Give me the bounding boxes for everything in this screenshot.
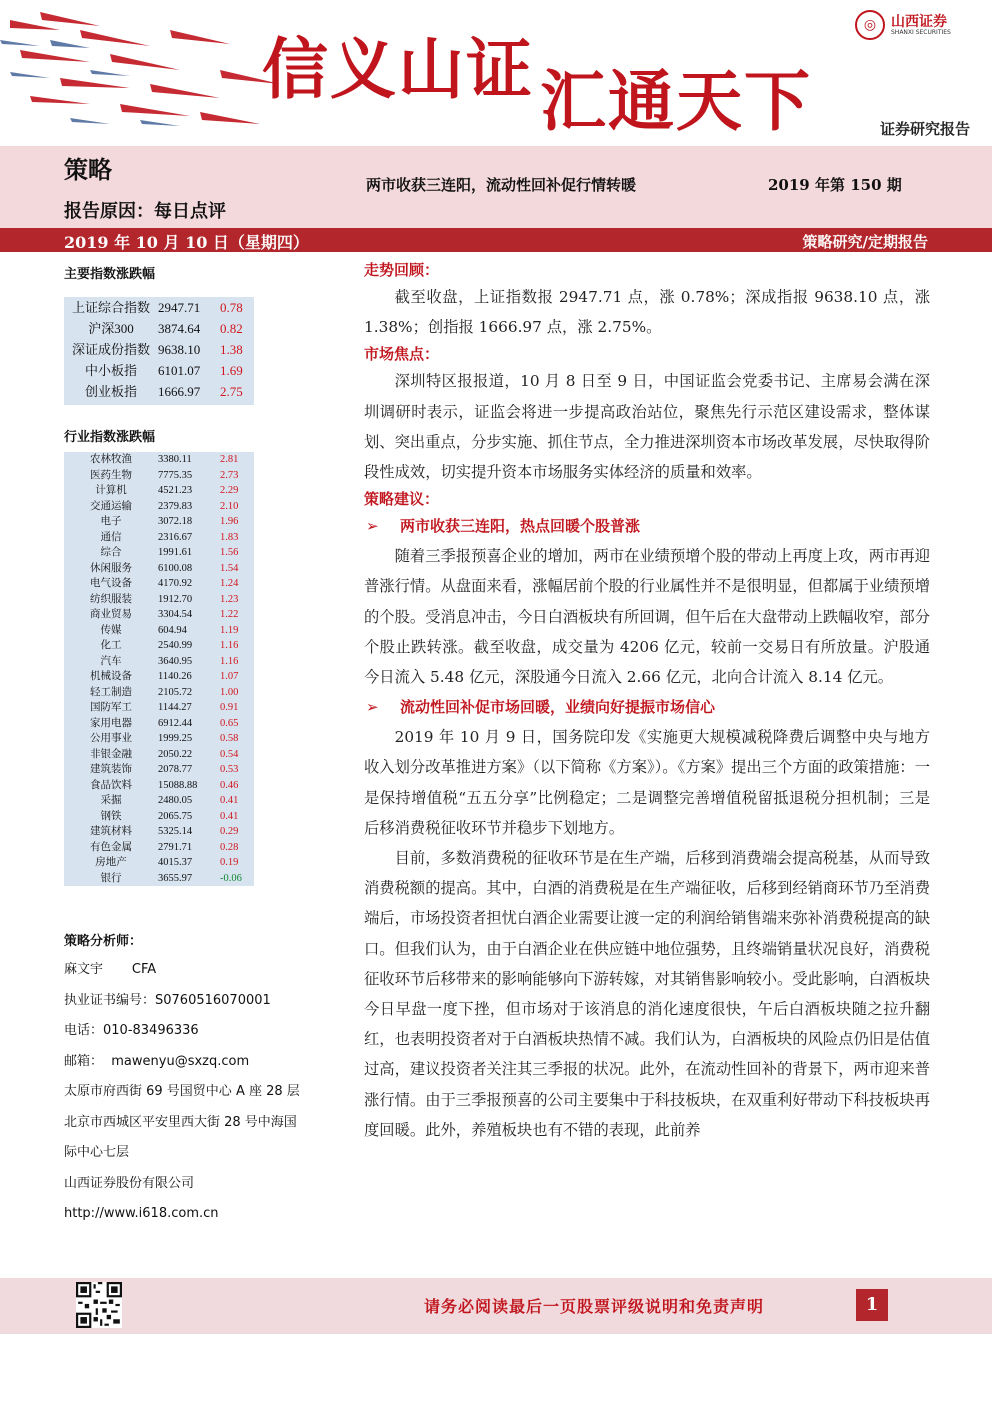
subsection-1-heading: [364, 511, 930, 541]
row-name: 综合: [100, 547, 122, 558]
table-row: [64, 685, 254, 701]
row-change: 1.22: [220, 609, 239, 620]
decorative-arrows-graphic: [0, 0, 300, 140]
disclaimer-notice: 请务必阅读最后一页股票评级说明和免责声明: [424, 1297, 765, 1316]
analyst-license: 执业证书编号：S0760516070001: [64, 992, 271, 1008]
row-change: 2.10: [220, 500, 239, 512]
table-row: [64, 824, 254, 840]
table-row: [64, 871, 254, 887]
row-name: 电气设备: [90, 578, 132, 589]
row-value: 4521.23: [158, 485, 193, 496]
row-value: 2540.99: [158, 640, 193, 651]
row-name: 电子: [100, 516, 122, 527]
slogan-part2: 汇通天下: [540, 62, 812, 140]
table-row: [64, 576, 254, 592]
row-value: 7775.35: [158, 469, 193, 481]
row-change: 1.07: [220, 671, 239, 682]
row-change: 0.65: [220, 717, 239, 729]
report-kind: 策略研究/定期报告: [802, 233, 928, 251]
row-value: 1140.26: [158, 671, 192, 682]
row-name: 传媒: [100, 624, 122, 636]
row-value: 6101.07: [158, 363, 201, 378]
logo-mark-icon: ◎: [855, 10, 885, 40]
table-row: [64, 716, 254, 732]
row-name: 公用事业: [90, 733, 132, 744]
row-change: 1.24: [220, 578, 239, 589]
row-change: 0.41: [220, 795, 239, 806]
table-row: [64, 778, 254, 794]
subsection-2-paragraph-1: 2019 年 10 月 9 日，国务院印发《实施更大规模减税降费后调整中央与地方收入划分改革推进方案》（以下简称《方案》）。《方案》提出三个方面的政策措施：一是保持增值税“五五分享”比例稳定；二是调整完善增值税留抵退税分担机制；三是后移消费税征收环节并稳步下划地方。: [364, 728, 930, 837]
section-trend-review-title: 走势回顾：: [364, 261, 440, 279]
row-change: 0.91: [220, 702, 239, 713]
row-name: 国防军工: [90, 702, 132, 713]
row-change: 0.54: [220, 748, 239, 760]
row-name: 非银金融: [90, 748, 132, 760]
table-row: [64, 499, 254, 515]
company-website-link[interactable]: http://www.i618.com.cn: [64, 1206, 219, 1221]
arrow-bullet-icon: ➢: [366, 517, 379, 536]
row-value: 3072.18: [158, 516, 193, 527]
row-name: 建筑材料: [90, 826, 132, 837]
row-name: 计算机: [95, 485, 127, 496]
section-strategy-title: 策略建议：: [364, 490, 440, 509]
row-name: 休闲服务: [90, 562, 132, 574]
analyst-info: [64, 930, 300, 1236]
row-change: 1.23: [220, 593, 239, 605]
row-value: 3655.97: [158, 872, 193, 884]
row-name: 有色金属: [90, 841, 132, 853]
row-value: 4170.92: [158, 578, 193, 589]
row-change: 1.69: [220, 363, 243, 378]
row-change: 1.54: [220, 562, 239, 574]
table-row: [64, 793, 254, 809]
row-value: 1991.61: [158, 547, 193, 558]
row-value: 9638.10: [158, 342, 201, 357]
subsection-2-paragraph-2: 目前，多数消费税的征收环节是在生产端，后移到消费端会提高税基，从而导致消费税额的提高。其中，白酒的消费税是在生产端征收，后移到经销商环节乃至消费端后，市场投资者担忧白酒企业需要让渡一定的利润给销售端来弥补消费税提高的缺口。但我们认为，由于白酒企业在供应链中地位强势，且终端销量状况良好，消费税征收环节后移带来的影响能够向下游转嫁，对其销售影响较小。受此影响，白酒板块今日早盘一度下挫，但市场对于该消息的消化速度很快，午后白酒板块随之拉升翻红，也表明投资者对于白酒板块热情不减。我们认为，白酒板块的风险点仍旧是估值过高，建议投资者关注其三季报的状况。此外，在流动性回补的背景下，两市迎来普涨行情。由于三季报预喜的公司主要集中于科技板块，在双重利好带动下科技板块再度回暖。此外，养殖板块也有不错的表现，此前养: [364, 849, 930, 1139]
row-name: 交通运输: [90, 500, 132, 512]
row-name: 家用电器: [90, 717, 132, 729]
row-value: 6100.08: [158, 562, 193, 574]
table-row: [64, 561, 254, 577]
row-change: 1.38: [220, 342, 243, 357]
logo-chinese-name: 山西证券: [891, 13, 947, 30]
row-name: 农林牧渔: [90, 454, 132, 465]
row-change: 1.00: [220, 686, 239, 698]
table-row: [64, 855, 254, 871]
row-change: 0.53: [220, 764, 239, 775]
table-row: [64, 468, 254, 484]
subsection-2-heading: [364, 692, 930, 722]
row-value: 15088.88: [158, 779, 198, 791]
section-market-focus-title: 市场焦点：: [364, 345, 440, 364]
table-row: [64, 483, 254, 499]
row-change: 1.96: [220, 516, 239, 527]
row-name: 医药生物: [90, 469, 132, 481]
row-name: 沪深300: [88, 321, 134, 336]
table-row: [64, 530, 254, 546]
row-name: 机械设备: [90, 671, 132, 682]
page-number: 1: [856, 1289, 888, 1321]
row-name: 中小板指: [84, 363, 137, 378]
row-value: 604.94: [158, 624, 187, 636]
index-table: [64, 297, 254, 405]
row-change: 2.75: [220, 384, 243, 399]
table-row: [64, 623, 254, 639]
row-change: 2.81: [220, 454, 239, 465]
row-change: 2.73: [220, 469, 239, 481]
row-change: 0.46: [220, 779, 239, 791]
row-value: 2791.71: [158, 841, 193, 853]
row-value: 5325.14: [158, 826, 193, 837]
table-row: [64, 381, 254, 402]
table-row: [64, 654, 254, 670]
row-change: 0.28: [220, 841, 239, 853]
row-value: 2065.75: [158, 810, 193, 822]
table-row: [64, 514, 254, 530]
address-beijing-line1: 北京市西城区平安里西大街 28 号中海国: [64, 1114, 297, 1130]
row-change: 0.78: [220, 300, 243, 315]
arrow-bullet-icon: ➢: [366, 698, 379, 717]
analyst-title: 策略分析师：: [64, 934, 143, 949]
analyst-name: 麻文宇 CFA: [64, 962, 157, 977]
row-value: 3304.54: [158, 609, 193, 620]
row-value: 2105.72: [158, 686, 193, 698]
table-row: [64, 607, 254, 623]
row-name: 创业板指: [84, 384, 137, 399]
row-value: 2078.77: [158, 764, 193, 775]
slogan-part1: 信义山证: [262, 30, 534, 108]
qr-code-icon: [76, 1282, 122, 1328]
company-name: 山西证券股份有限公司: [64, 1175, 195, 1191]
row-change: 1.19: [220, 624, 239, 636]
row-name: 商业贸易: [90, 609, 132, 620]
row-change: 0.19: [220, 857, 239, 868]
row-change: -0.06: [220, 872, 242, 884]
table-row: [64, 339, 254, 360]
table-row: [64, 297, 254, 318]
row-value: 1912.70: [158, 593, 193, 605]
main-content: [364, 258, 930, 1145]
table-row: [64, 592, 254, 608]
row-change: 1.16: [220, 655, 239, 667]
row-value: 2316.67: [158, 531, 193, 543]
address-beijing-line2: 际中心七层: [64, 1145, 130, 1160]
row-value: 2050.22: [158, 748, 193, 760]
subsection-2-title: 流动性回补促市场回暖，业绩向好提振市场信心: [400, 698, 716, 717]
table-row: [64, 700, 254, 716]
table-row: [64, 638, 254, 654]
row-name: 纺织服装: [90, 593, 132, 605]
section-market-focus-paragraph: 深圳特区报报道，10 月 8 日至 9 日，中国证监会党委书记、主席易会满在深圳调研时表示，证监会将进一步提高政治站位，聚焦先行示范区建设需求，整体谋划、突出重点，分步实施、抓住节点，全力推进深圳资本市场改革发展，尽快取得阶段性成效，切实提升资本市场服务实体经济的质量和效率。: [364, 372, 930, 482]
table-row: [64, 840, 254, 856]
row-change: 1.83: [220, 531, 239, 543]
table-row: [64, 809, 254, 825]
row-change: 1.16: [220, 640, 239, 651]
row-name: 汽车: [100, 655, 122, 667]
row-value: 3874.64: [158, 321, 201, 336]
row-name: 化工: [100, 640, 122, 651]
row-name: 通信: [100, 531, 122, 543]
industry-table-title: 行业指数涨跌幅: [64, 430, 156, 445]
row-value: 3380.11: [158, 454, 192, 465]
industry-table: [64, 452, 254, 886]
row-change: 1.56: [220, 547, 239, 558]
row-value: 4015.37: [158, 857, 193, 868]
report-reason: 报告原因：每日点评: [64, 201, 226, 222]
row-value: 2947.71: [158, 300, 201, 315]
row-name: 房地产: [95, 857, 127, 868]
report-headline: 两市收获三连阳，流动性回补促行情转暖: [366, 176, 637, 194]
row-value: 1999.25: [158, 733, 193, 744]
section-trend-review-paragraph: 截至收盘，上证指数报 2947.71 点，涨 0.78%；深成指报 9638.10 点，涨 1.38%；创指报 1666.97 点，涨 2.75%。: [364, 288, 930, 337]
table-row: [64, 747, 254, 763]
table-row: [64, 452, 254, 468]
row-value: 3640.95: [158, 655, 193, 667]
row-name: 钢铁: [100, 810, 122, 822]
row-change: 0.41: [220, 810, 239, 822]
report-date: 2019 年 10 月 10 日（星期四）: [64, 233, 309, 252]
row-name: 食品饮料: [90, 779, 132, 791]
row-change: 0.29: [220, 826, 239, 837]
row-change: 0.82: [220, 321, 243, 336]
row-value: 6912.44: [158, 717, 193, 729]
report-category: 策略: [64, 156, 112, 184]
table-row: [64, 360, 254, 381]
row-name: 轻工制造: [90, 686, 132, 698]
analyst-phone: 电话：010-83496336: [64, 1023, 199, 1038]
row-change: 2.29: [220, 485, 239, 496]
row-value: 2480.05: [158, 795, 193, 806]
table-row: [64, 731, 254, 747]
row-name: 银行: [100, 872, 122, 884]
row-change: 0.58: [220, 733, 239, 744]
table-row: [64, 762, 254, 778]
company-logo: [855, 10, 951, 40]
table-row: [64, 318, 254, 339]
table-row: [64, 545, 254, 561]
row-name: 采掘: [100, 795, 122, 806]
table-row: [64, 669, 254, 685]
subsection-1-title: 两市收获三连阳，热点回暖个股普涨: [400, 517, 641, 536]
issue-number: 2019 年第 150 期: [768, 176, 902, 194]
address-taiyuan: 太原市府西街 69 号国贸中心 A 座 28 层: [64, 1084, 300, 1099]
subsection-1-paragraph: 随着三季报预喜企业的增加，两市在业绩预增个股的带动上再度上攻，两市再迎普涨行情。从盘面来看，涨幅居前个股的行业属性并不是很明显，但都属于业绩预增的个股。受消息冲击，今日白酒板块有所回调，但午后在大盘带动上跌幅收窄，部分个股止跌转涨。截至收盘，成交量为 4206 亿元，较前一交易日有所放量。沪股通今日流入 5.48 亿元，深股通今日流入 2.66 亿元，北向合计流入 8.14 亿元。: [364, 547, 930, 687]
row-name: 建筑装饰: [90, 764, 132, 775]
analyst-email: 邮箱： mawenyu@sxzq.com: [64, 1053, 250, 1069]
index-table-title: 主要指数涨跌幅: [64, 267, 156, 282]
logo-english-name: SHANXI SECURITIES: [891, 28, 951, 36]
row-value: 2379.83: [158, 500, 193, 512]
row-name: 上证综合指数: [71, 300, 150, 315]
row-value: 1666.97: [158, 384, 201, 399]
row-name: 深证成份指数: [71, 342, 150, 357]
report-type-label: 证券研究报告: [879, 120, 970, 138]
row-value: 1144.27: [158, 702, 192, 713]
